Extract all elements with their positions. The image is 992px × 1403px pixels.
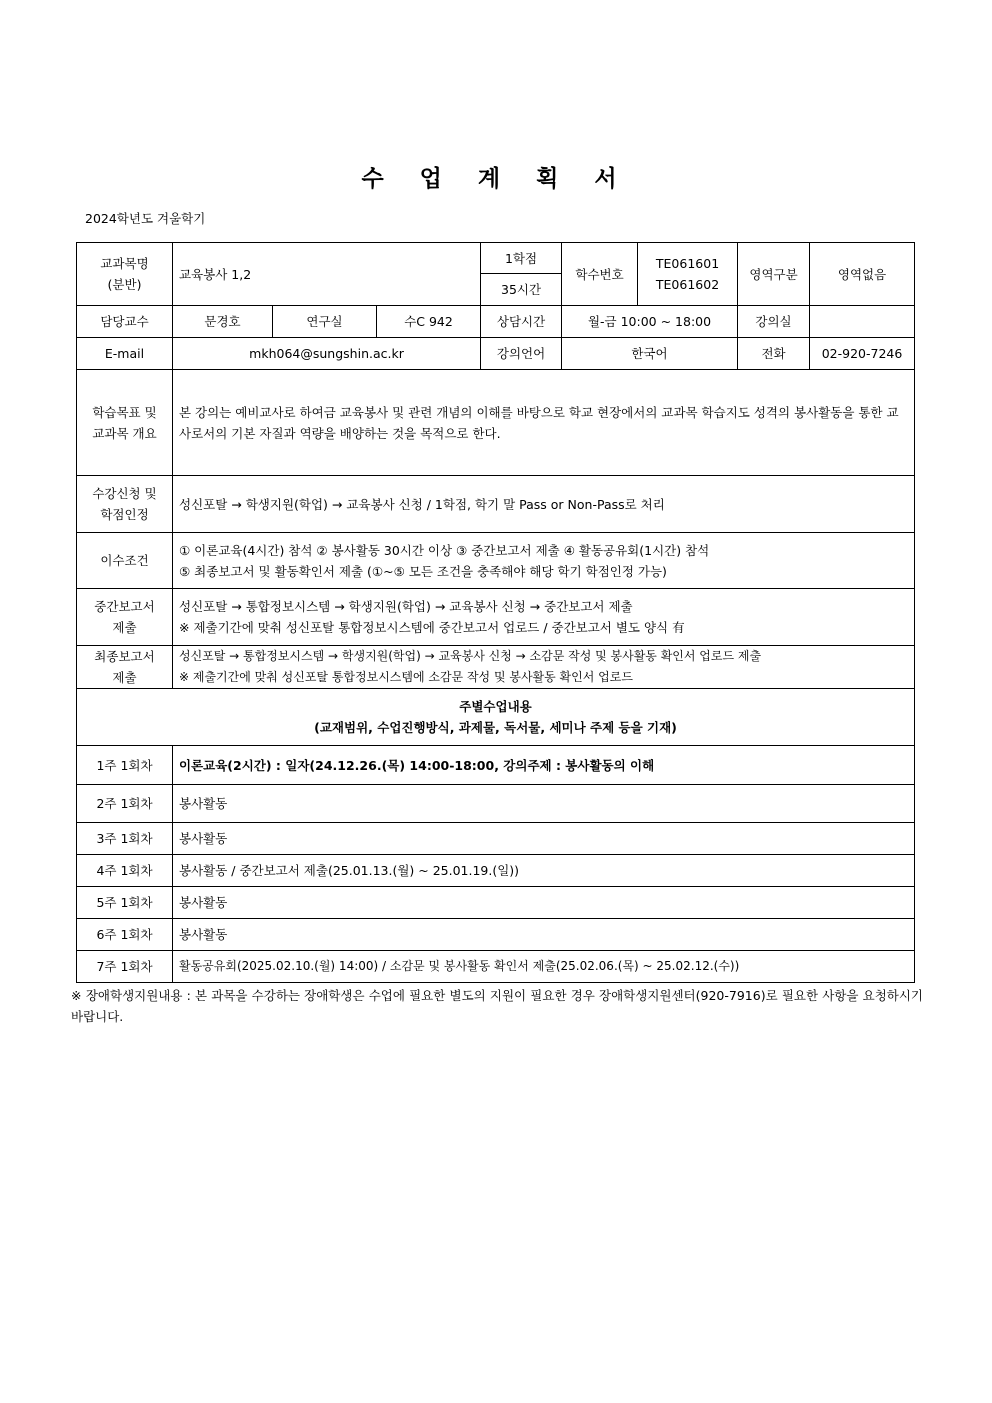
week-content: 활동공유회(2025.02.10.(월) 14:00) / 소감문 및 봉사활동 확인서 제출(25.02.06.(목) ~ 25.02.12.(수)) xyxy=(173,951,915,983)
weekly-content-header: 주별수업내용 (교재범위, 수업진행방식, 과제물, 독서물, 세미나 주제 등을 기재) xyxy=(77,689,915,746)
course-name: 교육봉사 1,2 xyxy=(173,243,481,306)
table-row xyxy=(77,746,915,785)
consult-time: 월-금 10:00 ~ 18:00 xyxy=(562,306,738,338)
enroll-text: 성신포탈 → 학생지원(학업) → 교육봉사 신청 / 1학점, 학기 말 Pass or Non-Pass로 처리 xyxy=(173,476,915,533)
area-value: 영역없음 xyxy=(810,243,915,306)
week-label: 6주 1회차 xyxy=(77,919,173,951)
week-label: 5주 1회차 xyxy=(77,887,173,919)
week-label: 2주 1회차 xyxy=(77,785,173,823)
week-content: 이론교육(2시간) : 일자(24.12.26.(목) 14:00-18:00, 강의주제 : 봉사활동의 이해 xyxy=(173,746,915,785)
week-content: 봉사활동 xyxy=(173,919,915,951)
midterm-report-text: 성신포탈 → 통합정보시스템 → 학생지원(학업) → 교육봉사 신청 → 중간보고서 제출 ※ 제출기간에 맞춰 성신포탈 통합정보시스템에 중간보고서 업로드 / 중간보고서 별도 양식 有 xyxy=(173,589,915,646)
phone-label: 전화 xyxy=(738,338,810,370)
course-credits: 1학점 xyxy=(481,243,562,274)
course-codes: TE061601 TE061602 xyxy=(638,243,738,306)
requirement-label: 이수조건 xyxy=(77,533,173,589)
table-row xyxy=(77,855,915,887)
course-plan-table xyxy=(76,242,915,983)
final-report-label: 최종보고서 제출 xyxy=(77,646,173,689)
final-report-text: 성신포탈 → 통합정보시스템 → 학생지원(학업) → 교육봉사 신청 → 소감문 작성 및 봉사활동 확인서 업로드 제출 ※ 제출기간에 맞춰 성신포탈 통합정보시스템에 소감문 작성 및 봉사활동 확인서 업로드 xyxy=(173,646,915,689)
goal-text: 본 강의는 예비교사로 하여금 교육봉사 및 관련 개념의 이해를 바탕으로 학교 현장에서의 교과목 학습지도 성격의 봉사활동을 통한 교사로서의 기본 자질과 역량을 배양하는 것을 목적으로 한다. xyxy=(173,370,915,476)
table-row xyxy=(77,823,915,855)
course-hours: 35시간 xyxy=(481,274,562,306)
phone-value: 02-920-7246 xyxy=(810,338,915,370)
midterm-report-label: 중간보고서 제출 xyxy=(77,589,173,646)
language-label: 강의언어 xyxy=(481,338,562,370)
email-label: E-mail xyxy=(77,338,173,370)
semester-label: 2024학년도 겨울학기 xyxy=(85,211,206,226)
week-label: 7주 1회차 xyxy=(77,951,173,983)
professor-name: 문경호 xyxy=(173,306,273,338)
course-name-label: 교과목명 (분반) xyxy=(77,243,173,306)
week-label: 3주 1회차 xyxy=(77,823,173,855)
disability-support-note: ※ 장애학생지원내용 : 본 과목을 수강하는 장애학생은 수업에 필요한 별도의 지원이 필요한 경우 장애학생지원센터(920-7916)로 필요한 사항을 요청하시기 바랍니다. xyxy=(71,988,923,1024)
week-label: 1주 1회차 xyxy=(77,746,173,785)
area-label: 영역구분 xyxy=(738,243,810,306)
requirement-text: ① 이론교육(4시간) 참석 ② 봉사활동 30시간 이상 ③ 중간보고서 제출 ④ 활동공유회(1시간) 참석 ⑤ 최종보고서 및 활동확인서 제출 (①~⑤ 모든 조건을 충족해야 해당 학기 학점인정 가능) xyxy=(173,533,915,589)
classroom-value xyxy=(810,306,915,338)
table-row xyxy=(77,887,915,919)
email-value: mkh064@sungshin.ac.kr xyxy=(173,338,481,370)
table-row xyxy=(77,951,915,983)
office-value: 수C 942 xyxy=(377,306,481,338)
table-row xyxy=(77,785,915,823)
week-content: 봉사활동 xyxy=(173,785,915,823)
week-content: 봉사활동 xyxy=(173,823,915,855)
enroll-label: 수강신청 및 학점인정 xyxy=(77,476,173,533)
course-code-label: 학수번호 xyxy=(562,243,638,306)
week-content: 봉사활동 / 중간보고서 제출(25.01.13.(월) ~ 25.01.19.(일)) xyxy=(173,855,915,887)
week-content: 봉사활동 xyxy=(173,887,915,919)
professor-label: 담당교수 xyxy=(77,306,173,338)
classroom-label: 강의실 xyxy=(738,306,810,338)
consult-label: 상담시간 xyxy=(481,306,562,338)
language-value: 한국어 xyxy=(562,338,738,370)
table-row xyxy=(77,919,915,951)
week-label: 4주 1회차 xyxy=(77,855,173,887)
page-title: 수 업 계 획 서 xyxy=(361,166,631,192)
office-label: 연구실 xyxy=(273,306,377,338)
goal-label: 학습목표 및 교과목 개요 xyxy=(77,370,173,476)
